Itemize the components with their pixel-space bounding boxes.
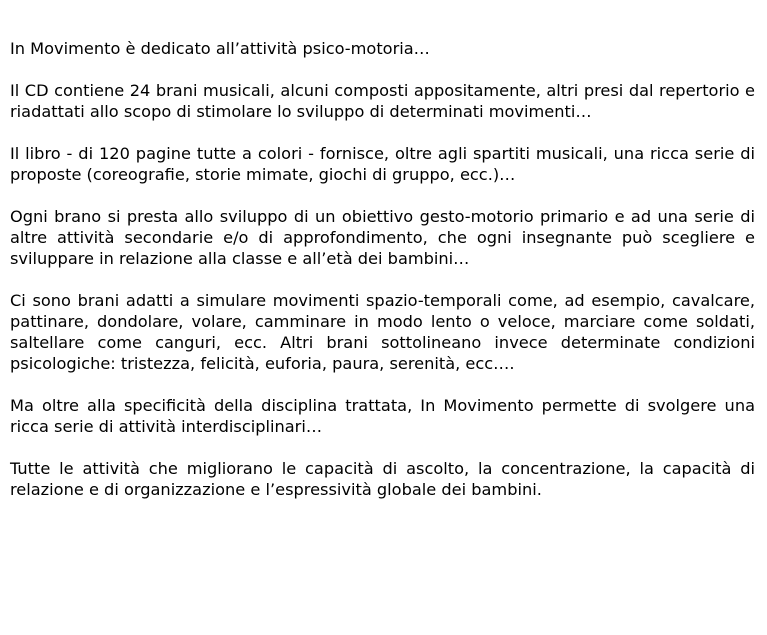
paragraph-objectives: Ogni brano si presta allo sviluppo di un obiettivo gesto-motorio primario e ad una serie di altre attività secondarie e/o di approfondimento, che ogni insegnante può scegliere e sviluppare in relazione alla classe e all’età dei bambini…: [10, 207, 755, 268]
paragraph-interdisciplinary: Ma oltre alla specificità della disciplina trattata, In Movimento permette di svolgere una ricca serie di attività interdisciplinari…: [10, 396, 755, 436]
paragraph-intro: In Movimento è dedicato all’attività psico-motoria…: [10, 39, 430, 58]
paragraph-cd: Il CD contiene 24 brani musicali, alcuni composti appositamente, altri presi dal repertorio e riadattati allo scopo di stimolare lo sviluppo di determinati movimenti…: [10, 81, 755, 121]
paragraph-book: Il libro - di 120 pagine tutte a colori - fornisce, oltre agli spartiti musicali, una ricca serie di proposte (coreografie, storie mimate, giochi di gruppo, ecc.)…: [10, 144, 755, 184]
document-body: [10, 38, 755, 521]
paragraph-skills: Tutte le attività che migliorano le capacità di ascolto, la concentrazione, la capacità di relazione e di organizzazione e l’espressività globale dei bambini.: [10, 459, 755, 499]
paragraph-movements: Ci sono brani adatti a simulare movimenti spazio-temporali come, ad esempio, cavalcare, pattinare, dondolare, volare, camminare in modo lento o veloce, marciare come soldati, saltellare come canguri, ecc. Altri brani sottolineano invece determinate condizioni psicologiche: tristezza, felicità, euforia, paura, serenità, ecc….: [10, 291, 755, 373]
